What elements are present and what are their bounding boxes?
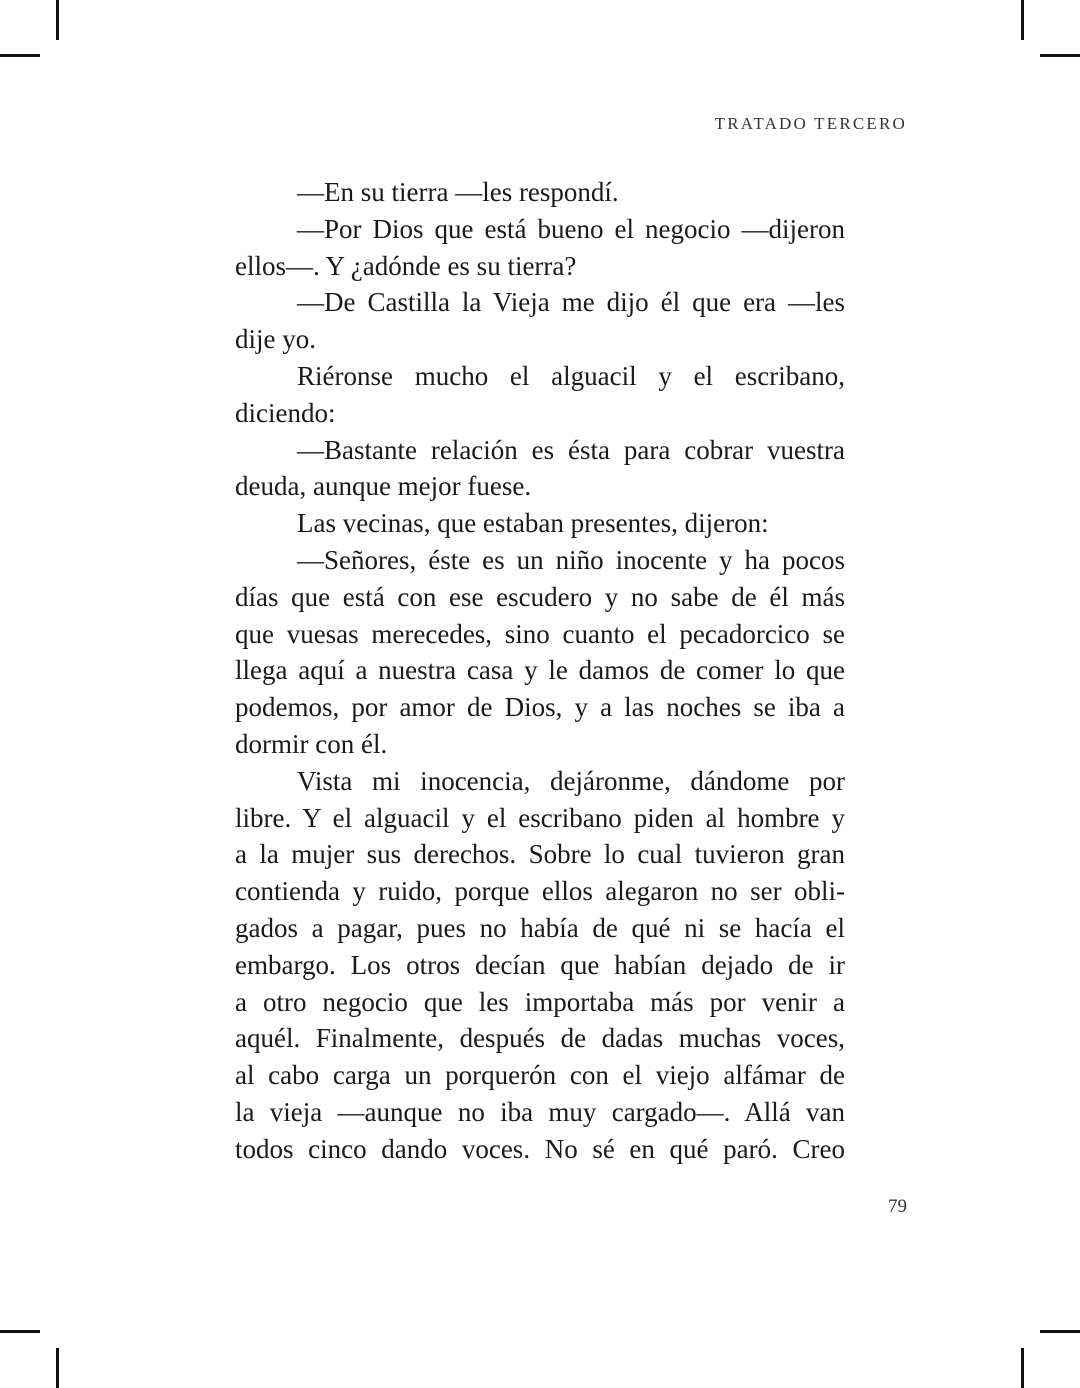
- body-text: [235, 174, 845, 1168]
- text-line: libre. Y el alguacil y el escribano piden al hombre y: [235, 802, 845, 833]
- text-line: todos cinco dando voces. No sé en qué paró. Creo: [235, 1133, 845, 1164]
- crop-mark-bottom-left-horizontal: [0, 1330, 40, 1333]
- running-head: TRATADO TERCERO: [714, 114, 907, 133]
- text-line: contienda y ruido, porque ellos alegaron no ser obli-: [235, 876, 845, 907]
- text-line: —Bastante relación es ésta para cobrar vuestra: [297, 434, 845, 465]
- crop-mark-top-left-horizontal: [0, 54, 40, 57]
- crop-mark-bottom-left-vertical: [56, 1348, 59, 1388]
- crop-mark-top-right-horizontal: [1040, 54, 1080, 57]
- text-line: a la mujer sus derechos. Sobre lo cual tuvieron gran: [235, 839, 845, 870]
- text-line: que vuesas merecedes, sino cuanto el pecadorcico se: [235, 618, 845, 649]
- text-line: —Señores, éste es un niño inocente y ha pocos: [297, 544, 845, 575]
- text-line: dije yo.: [235, 324, 316, 355]
- text-line: días que está con ese escudero y no sabe de él más: [235, 581, 845, 612]
- text-line: la vieja —aunque no iba muy cargado—. Allá van: [235, 1096, 845, 1127]
- text-line: al cabo carga un porquerón con el viejo alfámar de: [235, 1060, 845, 1091]
- crop-mark-bottom-right-horizontal: [1040, 1330, 1080, 1333]
- text-line: deuda, aunque mejor fuese.: [235, 471, 532, 502]
- text-line: podemos, por amor de Dios, y a las noches se iba a: [235, 692, 845, 723]
- crop-mark-top-right-vertical: [1021, 0, 1024, 40]
- text-line: Vista mi inocencia, dejáronme, dándome por: [297, 765, 845, 796]
- text-line: —De Castilla la Vieja me dijo él que era —les: [297, 287, 845, 318]
- page-number: 79: [888, 1196, 907, 1217]
- text-line: gados a pagar, pues no había de qué ni se hacía el: [235, 912, 845, 943]
- text-line: ellos—. Y ¿adónde es su tierra?: [235, 250, 577, 281]
- text-line: embargo. Los otros decían que habían dejado de ir: [235, 949, 845, 980]
- crop-mark-top-left-vertical: [56, 0, 59, 40]
- text-line: diciendo:: [235, 397, 336, 428]
- text-line: Las vecinas, que estaban presentes, dijeron:: [297, 508, 769, 539]
- text-line: a otro negocio que les importaba más por venir a: [235, 986, 845, 1017]
- text-line: dormir con él.: [235, 728, 388, 759]
- text-line: aquél. Finalmente, después de dadas muchas voces,: [235, 1023, 845, 1054]
- text-line: llega aquí a nuestra casa y le damos de comer lo que: [235, 655, 845, 686]
- crop-mark-bottom-right-vertical: [1021, 1348, 1024, 1388]
- text-line: —Por Dios que está bueno el negocio —dijeron: [297, 213, 845, 244]
- text-line: —En su tierra —les respondí.: [297, 177, 619, 207]
- text-line: Riéronse mucho el alguacil y el escribano,: [297, 360, 845, 391]
